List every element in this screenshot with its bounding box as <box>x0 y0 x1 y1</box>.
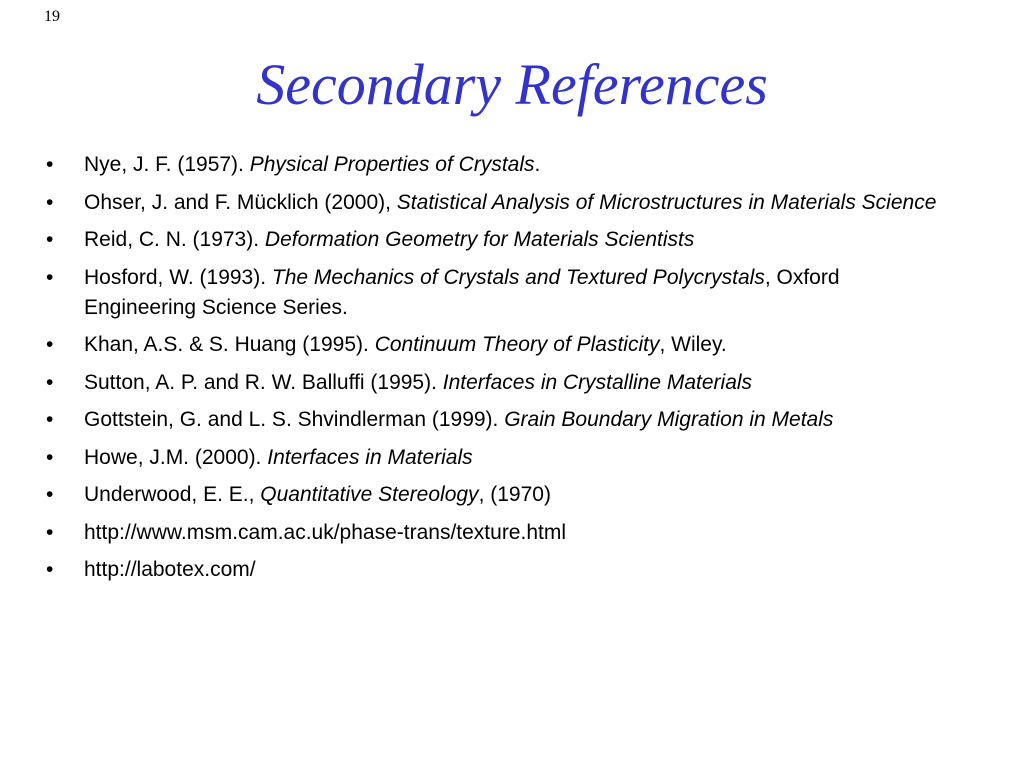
reference-authors: Hosford, W. (1993). <box>84 265 272 289</box>
bullet-icon: • <box>46 153 54 176</box>
reference-title: Quantitative Stereology <box>260 483 479 506</box>
reference-title: Deformation Geometry for Materials Scientists <box>264 228 695 251</box>
reference-item-11 <box>44 555 944 585</box>
bullet-icon: • <box>46 558 54 581</box>
reference-suffix: , Wiley. <box>659 333 727 356</box>
reference-authors: Nye, J. F. (1957). <box>84 153 250 176</box>
reference-list <box>44 150 944 593</box>
slide-title: Secondary References <box>256 52 768 117</box>
reference-item-1 <box>44 150 944 180</box>
reference-item-4 <box>44 263 944 323</box>
reference-link: http://www.msm.cam.ac.uk/phase-trans/texture.html <box>84 520 566 544</box>
reference-title: Continuum Theory of Plasticity <box>374 333 660 356</box>
bullet-icon: • <box>46 190 54 214</box>
reference-suffix: , (1970) <box>478 483 551 506</box>
reference-link: http://labotex.com/ <box>84 558 256 581</box>
reference-title: The Mechanics of Crystals and Textured Polycrystals <box>271 265 765 289</box>
reference-item-7 <box>44 405 944 435</box>
reference-authors: Ohser, J. and F. Mücklich (2000), <box>84 190 397 214</box>
reference-authors: Howe, J.M. (2000). <box>84 445 268 469</box>
reference-item-5 <box>44 330 944 360</box>
reference-title: Interfaces in Crystalline Materials <box>442 370 753 394</box>
bullet-icon: • <box>46 370 54 394</box>
reference-authors: Underwood, E. E., <box>84 483 261 506</box>
reference-suffix: , Oxford Engineering Science Series. <box>84 265 840 319</box>
reference-suffix: . <box>534 153 541 176</box>
reference-item-8 <box>44 443 944 473</box>
reference-authors: Gottstein, G. and L. S. Shvindlerman (1999). <box>84 408 505 431</box>
reference-authors: Khan, A.S. & S. Huang (1995). <box>84 333 375 356</box>
bullet-icon: • <box>46 445 54 469</box>
reference-item-6 <box>44 368 944 398</box>
reference-item-10 <box>44 518 944 548</box>
bullet-icon: • <box>46 408 54 431</box>
reference-item-9 <box>44 480 944 510</box>
reference-authors: Sutton, A. P. and R. W. Balluffi (1995). <box>84 370 443 394</box>
bullet-icon: • <box>46 333 54 356</box>
reference-title: Physical Properties of Crystals <box>249 153 535 176</box>
slide-number: 19 <box>44 8 60 25</box>
reference-item-3 <box>44 225 944 255</box>
bullet-icon: • <box>46 228 54 251</box>
reference-title: Statistical Analysis of Microstructures in Materials Science <box>396 190 937 214</box>
reference-authors: Reid, C. N. (1973). <box>84 228 265 251</box>
reference-title: Grain Boundary Migration in Metals <box>504 408 834 431</box>
reference-item-2 <box>44 188 944 218</box>
bullet-icon: • <box>46 483 54 506</box>
reference-title: Interfaces in Materials <box>267 445 473 469</box>
bullet-icon: • <box>46 265 54 289</box>
bullet-icon: • <box>46 520 54 544</box>
